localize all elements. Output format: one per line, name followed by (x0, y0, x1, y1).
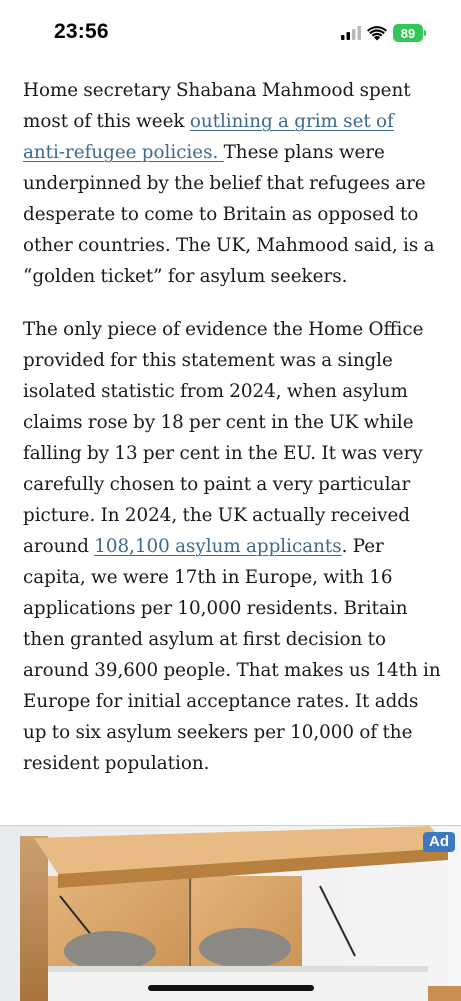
paragraph-2-text-1: The only piece of evidence the Home Office provided for this statement was a single isolated statistic from 2024, when asylum claims rose by 18 per cent in the UK while falling by 13 per cent in the EU. It was very carefully chosen to paint a very particular picture. In 2024, the UK actually received around (23, 319, 424, 557)
ad-badge[interactable]: Ad (423, 832, 455, 852)
status-bar (0, 0, 461, 62)
article-paragraph-1 (23, 75, 441, 292)
battery-icon (393, 24, 423, 42)
advertisement[interactable] (0, 825, 461, 1001)
paragraph-1-text-1: Home secretary Shabana Mahmood spent most of this week (23, 80, 411, 132)
cellular-signal-icon (341, 26, 361, 40)
status-icons (341, 24, 423, 42)
asylum-applicants-link[interactable]: 108,100 asylum applicants (94, 536, 342, 557)
anti-refugee-policies-link[interactable]: outlining a grim set of anti-refugee policies. (23, 111, 394, 163)
article-paragraph-2 (23, 314, 441, 779)
paragraph-1-text-2: These plans were underpinned by the belief that refugees are desperate to come to Britain as opposed to other countries. The UK, Mahmood said, is a “golden ticket” for asylum seekers. (23, 142, 435, 287)
status-time: 23:56 (54, 20, 109, 43)
ad-image-wall-bed[interactable] (0, 826, 461, 1001)
article-body (23, 75, 441, 801)
paragraph-2-text-2: . Per capita, we were 17th in Europe, with 16 applications per 10,000 residents. Britain then granted asylum at first decision to around 39,600 people. That makes us 14th in Europe for initial acceptance rates. It adds up to six asylum seekers per 10,000 of the resident population. (23, 536, 441, 774)
battery-level: 89 (400, 25, 416, 41)
wifi-icon (367, 26, 387, 41)
home-indicator[interactable] (148, 985, 314, 991)
